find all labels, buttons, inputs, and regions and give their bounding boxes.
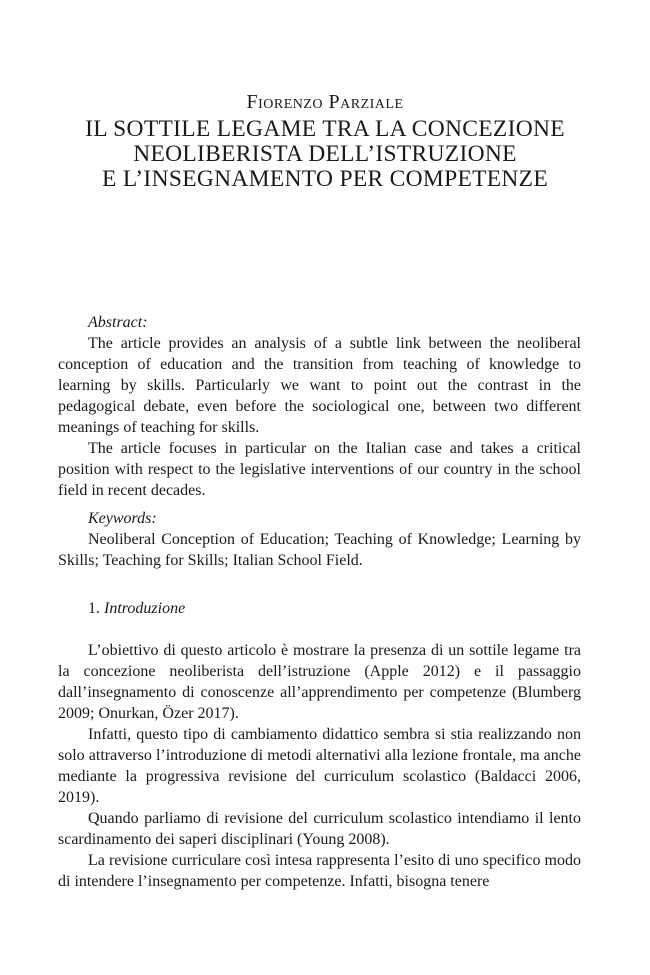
intro-paragraph-2: Infatti, questo tipo di cambiamento didattico sembra si stia realizzando non solo attraverso l’introduzione di metodi alternativi alla lezione frontale, ma anche mediante la progressiva revisione del curriculum scolastico (Baldacci 2006, 2019). — [58, 726, 581, 806]
author-name: Fiorenzo Parziale — [246, 91, 404, 113]
section-heading — [58, 598, 581, 619]
keywords-section — [58, 508, 581, 571]
abstract-paragraph-2: The article focuses in particular on the Italian case and takes a critical position with respect to the legislative interventions of our country in the school field in recent decades. — [58, 440, 581, 499]
paper-title — [0, 117, 650, 192]
introduction-section — [58, 598, 581, 892]
intro-paragraph-3: Quando parliamo di revisione del curriculum scolastico intendiamo il lento scardinamento dei saperi disciplinari (Young 2008). — [58, 810, 581, 848]
title-line-2: NEOLIBERISTA DELL’ISTRUZIONE — [133, 141, 517, 167]
title-line-1: IL SOTTILE LEGAME TRA LA CONCEZIONE — [85, 116, 565, 142]
keywords-label: Keywords: — [88, 510, 157, 527]
intro-paragraph-1: L’obiettivo di questo articolo è mostrare la presenza di un sottile legame tra la concezione neoliberista dell’istruzione (Apple 2012) e il passaggio dall’insegnamento di conoscenze all’apprendimento per competenze (Blumberg 2009; Onurkan, Özer 2017). — [58, 642, 581, 722]
section-title: Introduzione — [104, 600, 186, 617]
keywords-text: Neoliberal Conception of Education; Teaching of Knowledge; Learning by Skills; Teaching for Skills; Italian School Field. — [58, 531, 581, 569]
abstract-section — [58, 312, 581, 501]
title-line-3: E L’INSEGNAMENTO PER COMPETENZE — [101, 166, 548, 192]
section-number: 1. — [88, 600, 104, 617]
abstract-label: Abstract: — [88, 314, 148, 331]
intro-paragraph-4: La revisione curriculare così intesa rappresenta l’esito di uno specifico modo di intendere l’insegnamento per competenze. Infatti, bisogna tenere — [58, 852, 581, 890]
abstract-paragraph-1: The article provides an analysis of a subtle link between the neoliberal conception of education and the transition from teaching of knowledge to learning by skills. Particularly we want to point out the contrast in the pedagogical debate, even before the sociological one, between two different meanings of teaching for skills. — [58, 335, 581, 436]
